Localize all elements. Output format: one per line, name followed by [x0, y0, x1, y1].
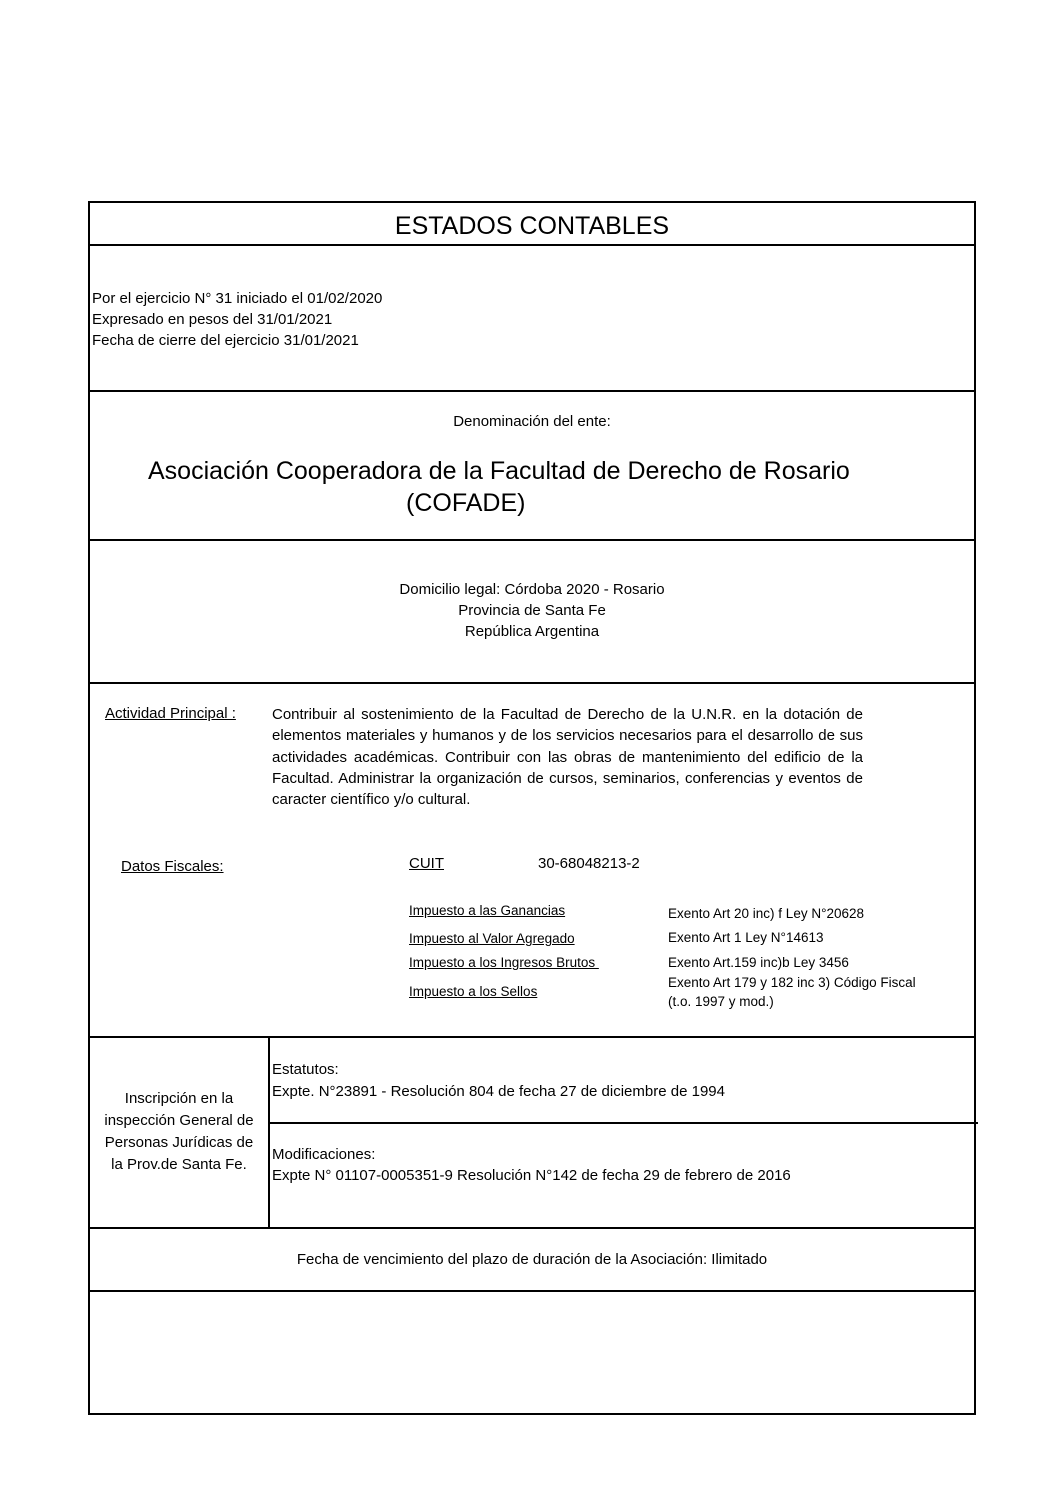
cuit-label: CUIT	[409, 855, 444, 872]
expiration-text: Fecha de vencimiento del plazo de duración de la Asociación: Ilimitado	[296, 1251, 768, 1268]
tax-status: Exento Art 20 inc) f Ley N°20628	[668, 906, 865, 921]
divider	[90, 244, 974, 246]
activity-label: Actividad Principal :	[105, 705, 236, 722]
divider	[90, 1036, 974, 1038]
tax-name: Impuesto a los Ingresos Brutos	[409, 955, 599, 970]
address-line-2: Provincia de Santa Fe	[458, 602, 606, 619]
tax-status: Exento Art 1 Ley N°14613	[668, 930, 824, 945]
period-line-1: Por el ejercicio N° 31 iniciado el 01/02/2020	[92, 290, 383, 307]
period-line-3: Fecha de cierre del ejercicio 31/01/2021	[92, 332, 359, 349]
tax-status: Exento Art 179 y 182 inc 3) Código Fiscal	[668, 975, 916, 990]
registration-label-line-1: Inscripción en la	[124, 1090, 234, 1107]
registration-label-line-3: Personas Jurídicas de	[104, 1134, 254, 1151]
tax-name: Impuesto a los Sellos	[409, 984, 538, 999]
divider	[90, 539, 974, 541]
registration-label-line-2: inspección General de	[104, 1112, 254, 1129]
registration-label-line-4: la Prov.de Santa Fe.	[111, 1156, 247, 1173]
tax-status: Exento Art.159 inc)b Ley 3456	[668, 955, 849, 970]
financial-statement-cover	[88, 201, 976, 1415]
column-divider	[268, 1036, 270, 1227]
divider	[90, 1227, 974, 1229]
modifications-title: Modificaciones:	[272, 1146, 376, 1163]
entity-label: Denominación del ente:	[453, 413, 611, 430]
period-line-2: Expresado en pesos del 31/01/2021	[92, 311, 333, 328]
tax-status-continuation: (t.o. 1997 y mod.)	[668, 994, 774, 1009]
statutes-text: Expte. N°23891 - Resolución 804 de fecha 27 de diciembre de 1994	[272, 1083, 725, 1100]
divider	[268, 1122, 978, 1124]
cuit-value: 30-68048213-2	[538, 855, 640, 872]
address-line-1: Domicilio legal: Córdoba 2020 - Rosario	[399, 581, 665, 598]
activity-description: Contribuir al sostenimiento de la Facultad de Derecho de la U.N.R. en la dotación de elementos materiales y humanos y de los servicios necesarios para el desarrollo de sus actividades académicas. Contribuir con las obras de mantenimiento del edificio de la Facultad. Administrar la organización de cursos, seminarios, conferencias y eventos de caracter científico y/o cultural.	[272, 706, 863, 809]
divider	[90, 1290, 974, 1292]
entity-name-line-1: Asociación Cooperadora de la Facultad de Derecho de Rosario	[148, 457, 850, 485]
document-title: ESTADOS CONTABLES	[394, 212, 670, 240]
divider	[90, 390, 974, 392]
tax-name: Impuesto a las Ganancias	[409, 903, 566, 918]
address-line-3: República Argentina	[464, 623, 600, 640]
fiscal-label: Datos Fiscales:	[121, 858, 224, 875]
entity-name-line-2: (COFADE)	[406, 489, 526, 517]
divider	[90, 682, 974, 684]
statutes-title: Estatutos:	[272, 1061, 339, 1078]
tax-name: Impuesto al Valor Agregado	[409, 931, 575, 946]
modifications-text: Expte N° 01107-0005351-9 Resolución N°142 de fecha 29 de febrero de 2016	[272, 1167, 791, 1184]
